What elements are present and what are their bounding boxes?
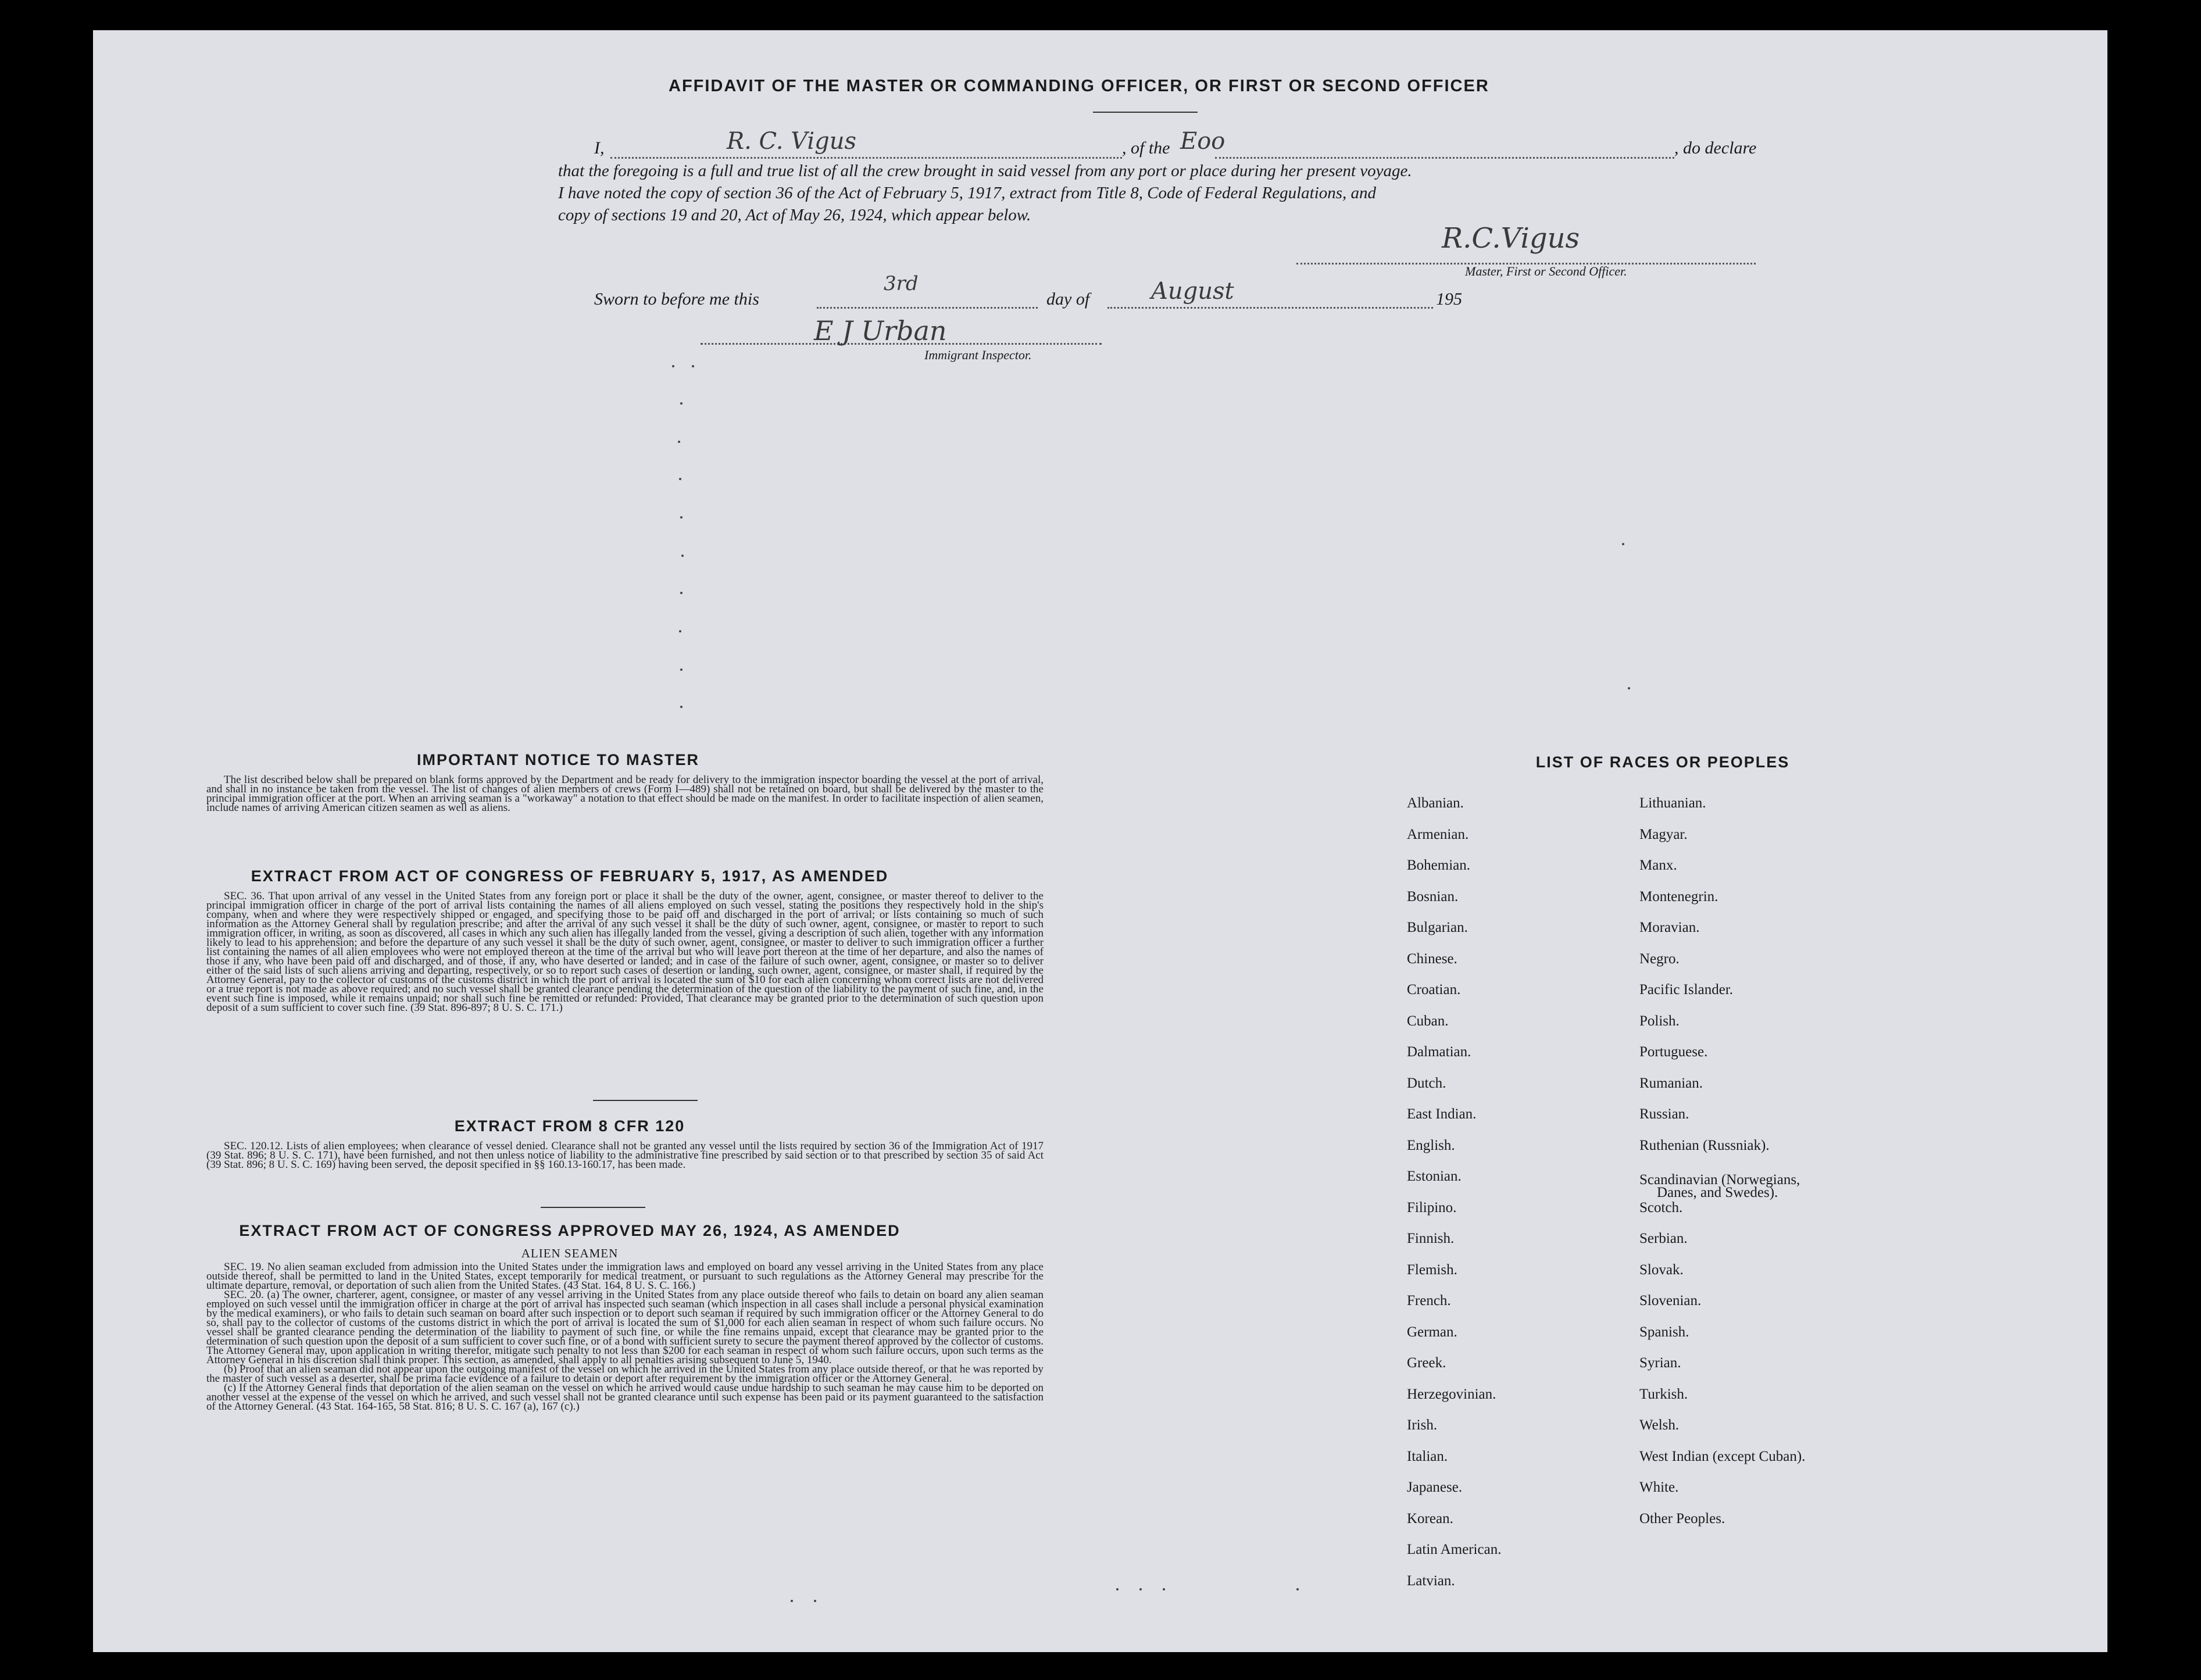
speck (680, 402, 683, 405)
speck (791, 1600, 793, 1602)
extract-1924-sec20c: (c) If the Attorney General finds that deportation of the alien seaman on the vessel on which he arrived would cause undue hardship to such seaman he may cause him to be deported on another vessel at the expense of the vessel on which he arrived, and such vessel shall not be granted clearance until such expense has been paid or its payment guaranteed to the satisfaction of the Attorney General. (43 Stat. 164-165, 58 Stat. 816; 8 U. S. C. 167 (a), 167 (c).) (206, 1382, 1044, 1413)
race-item: French. (1407, 1293, 1451, 1309)
race-item: Scandinavian (Norwegians, (1639, 1172, 1800, 1188)
alien-seamen-subtitle: ALIEN SEAMEN (521, 1246, 619, 1260)
affidavit-title: AFFIDAVIT OF THE MASTER OR COMMANDING OFFICER, OR FIRST OR SECOND OFFICER (669, 77, 1489, 95)
race-item: Portuguese. (1639, 1044, 1708, 1060)
race-item: Scotch. (1639, 1199, 1683, 1216)
race-item: English. (1407, 1137, 1455, 1153)
vessel-name-handwritten: Eoo (1180, 128, 1225, 155)
extract-cfr-text (206, 1142, 1044, 1170)
affidavit-line-3: I have noted the copy of section 36 of the Act of February 5, 1917, extract from Title 8, Code of Federal Regulations, and (558, 184, 1377, 202)
affidavit-line-2: that the foregoing is a full and true list of all the crew brought in said vessel from any port or place during her present voyage. (558, 162, 1412, 180)
extract-1917-title: EXTRACT FROM ACT OF CONGRESS OF FEBRUARY 5, 1917, AS AMENDED (251, 867, 889, 885)
speck (1628, 687, 1630, 689)
extract-1924-sec19: SEC. 19. No alien seaman excluded from admission into the United States under the immigration laws and employed on board any vessel arriving in the United States from any place outside thereof, shall be permitted to land in the United States, except temporarily for medical treatment, or pursuant to such regulations as the Attorney General may prescribe for the ultimate departure, removal, or deportation of such alien from the United States. (43 Stat. 164, 8 U. S. C. 166.) (206, 1261, 1044, 1292)
speck (692, 365, 694, 367)
notice-paragraph: The list described below shall be prepared on blank forms approved by the Department and be ready for delivery to the immigration inspector boarding the vessel at the port of arrival, and shall in no instance be taken from the vessel. The list of changes of alien members of crews (Form I—489) shall not be retained on board, but shall be delivered by the master to the principal immigration officer at the port. When an arriving seaman is a "workaway" a notation to that effect should be made on the manifest. In order to facilitate inspection of alien seamen, include names of arriving American citizen seamen as well as aliens. (206, 774, 1044, 814)
race-item: Bosnian. (1407, 888, 1459, 905)
extract-1917-text (206, 892, 1044, 1013)
extract-1924-title: EXTRACT FROM ACT OF CONGRESS APPROVED MAY 26, 1924, AS AMENDED (239, 1222, 901, 1239)
speck (680, 706, 683, 708)
day-of-label: day of (1046, 289, 1090, 309)
speck (1116, 1588, 1119, 1590)
race-item: Ruthenian (Russniak). (1639, 1137, 1770, 1153)
notice-text (206, 775, 1044, 813)
race-item: Lithuanian. (1639, 795, 1706, 811)
name-line (610, 157, 1122, 159)
race-item: Spanish. (1639, 1324, 1689, 1340)
extract-cfr-title: EXTRACT FROM 8 CFR 120 (454, 1117, 685, 1135)
master-name-handwritten: R. C. Vigus (727, 128, 857, 155)
speck (681, 555, 684, 557)
race-item: Rumanian. (1639, 1075, 1703, 1091)
race-item: West Indian (except Cuban). (1639, 1448, 1806, 1464)
race-item: Chinese. (1407, 950, 1457, 967)
speck (1622, 543, 1624, 545)
race-item: Croatian. (1407, 982, 1461, 998)
race-item: Japanese. (1407, 1479, 1463, 1495)
race-item: Greek. (1407, 1355, 1446, 1371)
race-item: Serbian. (1639, 1231, 1688, 1246)
race-item: Irish. (1407, 1417, 1438, 1433)
race-item: Flemish. (1407, 1261, 1457, 1278)
races-title: LIST OF RACES OR PEOPLES (1535, 753, 1790, 771)
race-item: Cuban. (1407, 1013, 1449, 1029)
race-item: Polish. (1639, 1013, 1680, 1029)
race-item: Albanian. (1407, 795, 1464, 811)
extract-1924-sec20b: (b) Proof that an alien seaman did not appear upon the outgoing manifest of the vessel on which he arrived in the United States from any place outside thereof, or that he was reported by the master of such vessel as a deserter, shall be prima facie evidence of a failure to detain or deport after requirement by the immigration officer or the Attorney General. (206, 1363, 1044, 1385)
inspector-signature: E J Urban (814, 315, 947, 346)
extract-1924-sec20a: SEC. 20. (a) The owner, charterer, agent, consignee, or master of any vessel arriving in the United States from any place outside thereof who fails to detain on board any alien seaman employed on such vessel until the immigration officer in charge at the port of arrival has inspected such seaman (which inspection in all cases shall include a personal physical examination by the medical examiners), or who fails to detain such seaman on board after such inspection or to deport such seaman if required by such immigration officer or the Attorney General to do so, shall pay to the collector of customs of the customs district in which the port of arrival is located the sum of $1,000 for each alien seaman in respect of whom such failure occurs. No vessel shall be granted clearance pending the determination of the liability to payment of such fine, or while the fine remains unpaid, except that clearance may be granted prior to the determination of such question upon the deposit of a sum sufficient to cover such fine, or of a bond with sufficient surety to secure the payment thereof approved by the collector of customs. The Attorney General may, upon application in writing therefor, mitigate such penalty to not less than $200 for each seaman in respect of whom such failure occurs, upon such terms as the Attorney General in his discretion shall think proper. This section, as amended, shall apply to all penalties arising subsequent to June 5, 1940. (206, 1289, 1044, 1366)
inspector-label: Immigrant Inspector. (924, 348, 1032, 362)
sworn-label: Sworn to before me this (594, 289, 759, 309)
race-item: Italian. (1407, 1448, 1448, 1464)
race-item: Negro. (1639, 950, 1680, 967)
speck (672, 365, 674, 367)
speck (1296, 1588, 1299, 1590)
speck (679, 630, 681, 632)
speck (678, 441, 680, 443)
extract-1917-paragraph: SEC. 36. That upon arrival of any vessel in the United States from any foreign port or place it shall be the duty of the owner, agent, consignee, or master thereof to deliver to the principal immigration officer in charge of the port of arrival lists containing the names of all aliens employed on such vessel, stating the positions they respectively hold in the ship's company, when and where they were respectively shipped or engaged, and specifying those to be paid off and discharged in the port of arrival; or lists containing so much of such information as the Attorney General shall by regulation prescribe; and after the arrival of any such vessel it shall be the duty of such owner, agent, consignee, or master to report to such immigration officer, in writing, as soon as discovered, all cases in which any such alien has illegally landed from the vessel, giving a description of such alien, together with any information likely to lead to his apprehension; and before the departure of any such vessel it shall be the duty of such owner, agent, consignee, or master to deliver to such immigration officer a further list containing the names of all alien employees who were not employed thereon at the time of the arrival but who will leave port thereon at the time of her departure, and also the names of those if any, who have been paid off and discharged, and of those, if any, who have deserted or landed; and in case of the failure of such owner, agent, consignee, or master so to deliver either of the said lists of such aliens arriving and departing, respectively, or so to report such cases of desertion or landing, such owner, agent, consignee, or master shall, if required by the Attorney General, pay to the collector of customs of the customs district in which the port of arrival is located the sum of $10 for each alien concerning whom correct lists are not delivered or a true report is not made as above required; and no such vessel shall be granted clearance pending the determination of the question of the liability to the payment of such fine, and, in the event such fine is imposed, while it remains unpaid; nor shall such fine be remitted or refunded: Provided, That clearance may be granted prior to the determination of such question upon deposit of a sum sufficient to cover such fine. (39 Stat. 896-897; 8 U. S. C. 171.) (206, 890, 1044, 1014)
speck (679, 478, 681, 480)
vessel-line (1215, 157, 1674, 159)
notice-title: IMPORTANT NOTICE TO MASTER (417, 751, 699, 768)
intro-i: I, (594, 138, 605, 158)
speck (680, 516, 683, 519)
race-item: Russian. (1639, 1106, 1689, 1122)
race-item: East Indian. (1407, 1106, 1477, 1122)
race-item: Armenian. (1407, 826, 1469, 842)
extract-1924-text (206, 1263, 1044, 1411)
year-label: 195 (1436, 289, 1462, 309)
race-item: Estonian. (1407, 1168, 1462, 1184)
master-signature: R.C.Vigus (1442, 222, 1580, 255)
race-item: Slovak. (1639, 1261, 1684, 1278)
race-item: Korean. (1407, 1510, 1453, 1527)
race-item: Manx. (1639, 857, 1677, 873)
race-item: German. (1407, 1324, 1457, 1340)
race-item: Dalmatian. (1407, 1044, 1471, 1060)
section-rule (541, 1207, 645, 1208)
month-handwritten: August (1151, 278, 1234, 305)
race-item: Dutch. (1407, 1075, 1446, 1091)
speck (1139, 1588, 1142, 1590)
race-item: Turkish. (1639, 1386, 1688, 1402)
day-handwritten: 3rd (884, 272, 919, 295)
day-line (817, 307, 1038, 309)
race-item: Pacific Islander. (1639, 982, 1734, 998)
race-item: Welsh. (1639, 1417, 1680, 1433)
race-item: White. (1639, 1479, 1679, 1495)
race-item: Latvian. (1407, 1572, 1455, 1589)
master-label: Master, First or Second Officer. (1465, 264, 1627, 278)
extract-cfr-paragraph: SEC. 120.12. Lists of alien employees; when clearance of vessel denied. Clearance shall not be granted any vessel until the lists required by section 36 of the Immigration Act of 1917 (39 Stat. 896; 8 U. S. C. 171), have been furnished, and not then unless notice of liability to the administrative fine prescribed by said section or to that prescribed by section 35 of said Act (39 Stat. 896; 8 U. S. C. 169) having been served, the deposit specified in §§ 160.13-160.17, has been made. (206, 1140, 1044, 1171)
speck (680, 669, 683, 671)
race-item: Latin American. (1407, 1542, 1502, 1557)
race-item: Danes, and Swedes). (1657, 1185, 1778, 1200)
race-item: Filipino. (1407, 1199, 1457, 1216)
race-item: Other Peoples. (1639, 1510, 1725, 1527)
speck (1163, 1588, 1165, 1590)
of-the-label: , of the (1122, 138, 1170, 158)
race-item: Bulgarian. (1407, 920, 1468, 935)
section-rule (593, 1100, 698, 1101)
speck (680, 592, 683, 594)
race-item: Bohemian. (1407, 857, 1471, 873)
race-item: Moravian. (1639, 920, 1700, 935)
race-item: Syrian. (1639, 1355, 1681, 1371)
race-item: Herzegovinian. (1407, 1386, 1496, 1402)
speck (814, 1600, 816, 1602)
race-item: Magyar. (1639, 826, 1688, 842)
affidavit-line-4: copy of sections 19 and 20, Act of May 26, 1924, which appear below. (558, 206, 1031, 224)
race-item: Montenegrin. (1639, 888, 1718, 905)
title-rule (1093, 112, 1198, 113)
month-line (1107, 307, 1433, 309)
document-page (93, 30, 2107, 1652)
do-declare-label: , do declare (1674, 138, 1757, 158)
race-item: Finnish. (1407, 1231, 1455, 1246)
race-item: Slovenian. (1639, 1293, 1702, 1309)
